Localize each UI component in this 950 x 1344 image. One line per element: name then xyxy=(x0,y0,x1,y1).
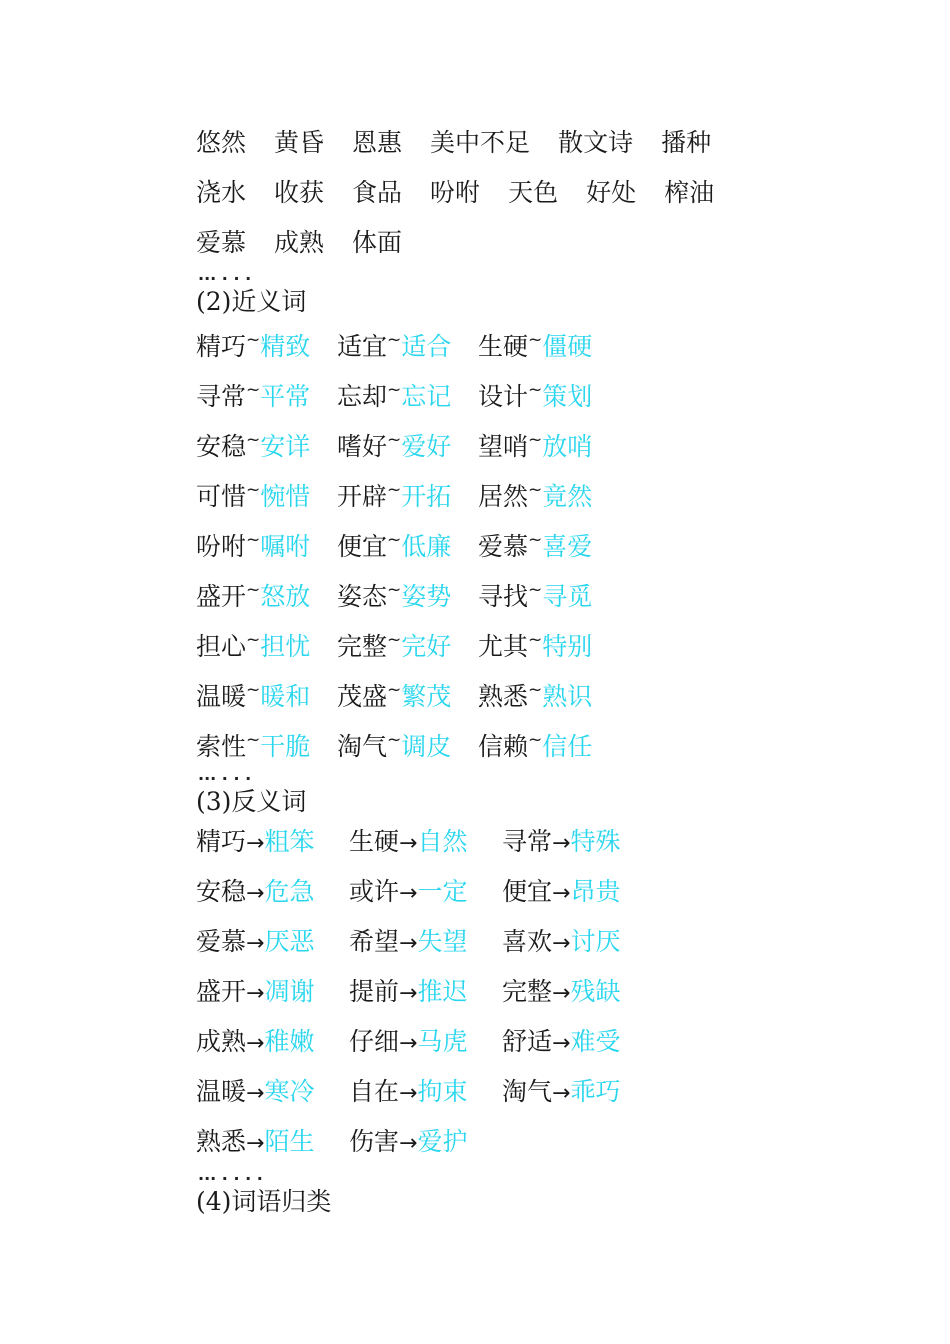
emphasis-dots: ... . . . xyxy=(198,765,252,784)
base-word: 精巧 xyxy=(196,827,247,856)
vocab-word: 天色 xyxy=(508,178,559,207)
answer-word: 开拓 xyxy=(401,481,452,511)
pair-separator: → xyxy=(399,981,418,1006)
pair-separator: → xyxy=(246,881,265,906)
base-word: 信赖 xyxy=(478,731,529,761)
pair-separator: ~ xyxy=(246,329,261,350)
answer-word: 寻觅 xyxy=(542,581,593,611)
pair-separator: → xyxy=(246,1031,265,1056)
antonym-pair xyxy=(349,867,502,919)
antonym-pair xyxy=(196,1017,349,1069)
pair-separator: ~ xyxy=(246,579,261,600)
intro-word-list xyxy=(196,118,876,268)
classification-heading xyxy=(196,1165,876,1218)
pair-separator: ~ xyxy=(387,479,402,500)
answer-word: 讨厌 xyxy=(570,927,621,956)
synonym-pair xyxy=(196,615,337,672)
answer-word: 寒冷 xyxy=(264,1077,315,1106)
synonym-pair xyxy=(196,365,337,422)
answer-word: 自然 xyxy=(417,827,468,856)
vocab-word: 成熟 xyxy=(274,228,325,257)
base-word: 完整 xyxy=(502,977,553,1006)
synonyms-row xyxy=(196,618,876,668)
synonym-pair xyxy=(478,415,619,472)
word-row xyxy=(196,118,876,168)
pair-separator: → xyxy=(552,1031,571,1056)
base-word: 爱慕 xyxy=(196,927,247,956)
antonyms-row xyxy=(196,968,876,1018)
synonym-pair xyxy=(478,565,619,622)
pair-separator: → xyxy=(246,931,265,956)
vocab-word: 爱慕 xyxy=(196,228,247,257)
antonym-pair xyxy=(502,917,655,969)
antonym-pair xyxy=(196,917,349,969)
pair-separator: → xyxy=(552,981,571,1006)
answer-word: 厌恶 xyxy=(264,927,315,956)
base-word: 索性 xyxy=(196,731,247,761)
antonyms-row xyxy=(196,918,876,968)
pair-separator: ~ xyxy=(387,429,402,450)
antonym-pair xyxy=(349,1067,502,1119)
synonyms-row xyxy=(196,668,876,718)
answer-word: 熟识 xyxy=(542,681,593,711)
word-row xyxy=(196,218,876,268)
vocab-word: 悠然 xyxy=(196,128,247,157)
base-word: 安稳 xyxy=(196,877,247,906)
synonyms-row xyxy=(196,468,876,518)
answer-word: 乖巧 xyxy=(570,1077,621,1106)
antonym-pair xyxy=(196,1067,349,1119)
base-word: 伤害 xyxy=(349,1127,400,1156)
antonyms-heading xyxy=(196,765,876,818)
synonym-pair xyxy=(478,315,619,372)
base-word: 姿态 xyxy=(337,581,388,611)
vocab-word: 播种 xyxy=(661,128,712,157)
pair-separator: → xyxy=(552,831,571,856)
pair-separator: ~ xyxy=(246,479,261,500)
vocab-word: 体面 xyxy=(352,228,403,257)
pair-separator: → xyxy=(246,981,265,1006)
base-word: 淘气 xyxy=(337,731,388,761)
base-word: 生硬 xyxy=(349,827,400,856)
antonym-pair xyxy=(349,917,502,969)
synonym-pair xyxy=(337,665,478,722)
pair-separator: ~ xyxy=(528,329,543,350)
base-word: 开辟 xyxy=(337,481,388,511)
pair-separator: ~ xyxy=(387,379,402,400)
synonyms-row xyxy=(196,718,876,768)
pair-separator: → xyxy=(399,1081,418,1106)
synonym-pair xyxy=(478,665,619,722)
answer-word: 姿势 xyxy=(401,581,452,611)
answer-word: 陌生 xyxy=(264,1127,315,1156)
pair-separator: → xyxy=(399,881,418,906)
answer-word: 推迟 xyxy=(417,977,468,1006)
word-row xyxy=(196,168,876,218)
synonym-pair xyxy=(337,465,478,522)
base-word: 喜欢 xyxy=(502,927,553,956)
answer-word: 信任 xyxy=(542,731,593,761)
vocab-word: 吩咐 xyxy=(430,178,481,207)
base-word: 熟悉 xyxy=(478,681,529,711)
synonym-pair xyxy=(337,315,478,372)
base-word: 安稳 xyxy=(196,431,247,461)
answer-word: 怒放 xyxy=(260,581,311,611)
synonym-pair xyxy=(196,565,337,622)
synonym-pair xyxy=(196,665,337,722)
vocab-word: 食品 xyxy=(352,178,403,207)
vocab-word: 黄昏 xyxy=(274,128,325,157)
base-word: 忘却 xyxy=(337,381,388,411)
synonyms-row xyxy=(196,418,876,468)
answer-word: 策划 xyxy=(542,381,593,411)
base-word: 寻找 xyxy=(478,581,529,611)
answer-word: 拘束 xyxy=(417,1077,468,1106)
base-word: 自在 xyxy=(349,1077,400,1106)
pair-separator: → xyxy=(246,831,265,856)
pair-separator: ~ xyxy=(528,429,543,450)
base-word: 便宜 xyxy=(502,877,553,906)
answer-word: 失望 xyxy=(417,927,468,956)
vocab-word: 美中不足 xyxy=(430,128,531,157)
synonym-pair xyxy=(478,515,619,572)
antonym-pair xyxy=(196,817,349,869)
pair-separator: ~ xyxy=(246,729,261,750)
pair-separator: ~ xyxy=(528,729,543,750)
synonym-pair xyxy=(478,365,619,422)
synonym-pair xyxy=(337,615,478,672)
base-word: 寻常 xyxy=(196,381,247,411)
pair-separator: → xyxy=(399,1031,418,1056)
base-word: 或许 xyxy=(349,877,400,906)
antonyms-list xyxy=(196,818,876,1168)
pair-separator: ~ xyxy=(528,629,543,650)
pair-separator: ~ xyxy=(528,379,543,400)
pair-separator: ~ xyxy=(387,729,402,750)
synonyms-title: (2)近义词 xyxy=(196,287,307,316)
antonym-pair xyxy=(349,817,502,869)
pair-separator: ~ xyxy=(528,529,543,550)
answer-word: 精致 xyxy=(260,331,311,361)
pair-separator: ~ xyxy=(246,679,261,700)
vocab-word: 榨油 xyxy=(664,178,715,207)
antonyms-row xyxy=(196,868,876,918)
answer-word: 喜爱 xyxy=(542,531,593,561)
answer-word: 僵硬 xyxy=(542,331,593,361)
base-word: 爱慕 xyxy=(478,531,529,561)
synonyms-heading xyxy=(196,265,876,318)
pair-separator: ~ xyxy=(387,629,402,650)
synonym-pair xyxy=(196,415,337,472)
vocab-word: 好处 xyxy=(586,178,637,207)
pair-separator: ~ xyxy=(387,529,402,550)
antonym-pair xyxy=(349,967,502,1019)
vocab-word: 散文诗 xyxy=(558,128,634,157)
synonyms-row xyxy=(196,318,876,368)
synonyms-row xyxy=(196,368,876,418)
answer-word: 调皮 xyxy=(401,731,452,761)
synonym-pair xyxy=(337,365,478,422)
synonym-pair xyxy=(337,715,478,772)
antonym-pair xyxy=(502,1067,655,1119)
pair-separator: ~ xyxy=(246,379,261,400)
answer-word: 危急 xyxy=(264,877,315,906)
pair-separator: ~ xyxy=(246,429,261,450)
synonym-pair xyxy=(196,315,337,372)
answer-word: 嘱咐 xyxy=(260,531,311,561)
base-word: 可惜 xyxy=(196,481,247,511)
answer-word: 竟然 xyxy=(542,481,593,511)
answer-word: 干脆 xyxy=(260,731,311,761)
emphasis-dots: ... . . . xyxy=(198,265,252,284)
answer-word: 特别 xyxy=(542,631,593,661)
base-word: 望哨 xyxy=(478,431,529,461)
answer-word: 繁茂 xyxy=(401,681,452,711)
pair-separator: ~ xyxy=(528,479,543,500)
base-word: 担心 xyxy=(196,631,247,661)
pair-separator: ~ xyxy=(387,679,402,700)
answer-word: 适合 xyxy=(401,331,452,361)
base-word: 生硬 xyxy=(478,331,529,361)
pair-separator: → xyxy=(399,931,418,956)
answer-word: 残缺 xyxy=(570,977,621,1006)
pair-separator: ~ xyxy=(246,629,261,650)
answer-word: 放哨 xyxy=(542,431,593,461)
answer-word: 爱好 xyxy=(401,431,452,461)
synonyms-row xyxy=(196,568,876,618)
base-word: 适宜 xyxy=(337,331,388,361)
antonyms-title: (3)反义词 xyxy=(196,787,307,816)
antonym-pair xyxy=(349,1017,502,1069)
vocab-word: 恩惠 xyxy=(352,128,403,157)
pair-separator: ~ xyxy=(246,529,261,550)
synonym-pair xyxy=(196,715,337,772)
pair-separator: → xyxy=(552,881,571,906)
answer-word: 惋惜 xyxy=(260,481,311,511)
synonym-pair xyxy=(478,465,619,522)
base-word: 精巧 xyxy=(196,331,247,361)
base-word: 茂盛 xyxy=(337,681,388,711)
document-page xyxy=(196,118,876,1218)
answer-word: 昂贵 xyxy=(570,877,621,906)
synonyms-row xyxy=(196,518,876,568)
pair-separator: → xyxy=(399,831,418,856)
base-word: 淘气 xyxy=(502,1077,553,1106)
synonym-pair xyxy=(337,415,478,472)
base-word: 舒适 xyxy=(502,1027,553,1056)
emphasis-dots: ... . . . . xyxy=(198,1165,263,1184)
answer-word: 难受 xyxy=(570,1027,621,1056)
base-word: 温暖 xyxy=(196,1077,247,1106)
answer-word: 一定 xyxy=(417,877,468,906)
pair-separator: ~ xyxy=(528,679,543,700)
answer-word: 凋谢 xyxy=(264,977,315,1006)
synonym-pair xyxy=(337,565,478,622)
pair-separator: ~ xyxy=(387,579,402,600)
pair-separator: → xyxy=(552,931,571,956)
answer-word: 平常 xyxy=(260,381,311,411)
answer-word: 安详 xyxy=(260,431,311,461)
pair-separator: → xyxy=(246,1131,265,1156)
antonym-pair xyxy=(349,1117,502,1169)
pair-separator: → xyxy=(399,1131,418,1156)
synonym-pair xyxy=(196,465,337,522)
base-word: 提前 xyxy=(349,977,400,1006)
vocab-word: 收获 xyxy=(274,178,325,207)
base-word: 尤其 xyxy=(478,631,529,661)
answer-word: 特殊 xyxy=(570,827,621,856)
pair-separator: → xyxy=(246,1081,265,1106)
answer-word: 低廉 xyxy=(401,531,452,561)
base-word: 希望 xyxy=(349,927,400,956)
base-word: 盛开 xyxy=(196,581,247,611)
synonym-pair xyxy=(337,515,478,572)
base-word: 嗜好 xyxy=(337,431,388,461)
pair-separator: ~ xyxy=(387,329,402,350)
base-word: 盛开 xyxy=(196,977,247,1006)
base-word: 设计 xyxy=(478,381,529,411)
antonyms-row xyxy=(196,1068,876,1118)
base-word: 寻常 xyxy=(502,827,553,856)
antonyms-row xyxy=(196,1018,876,1068)
antonym-pair xyxy=(502,967,655,1019)
classification-title: (4)词语归类 xyxy=(196,1187,332,1216)
pair-separator: ~ xyxy=(528,579,543,600)
antonym-pair xyxy=(196,1117,349,1169)
antonym-pair xyxy=(196,967,349,1019)
answer-word: 爱护 xyxy=(417,1127,468,1156)
base-word: 温暖 xyxy=(196,681,247,711)
answer-word: 稚嫩 xyxy=(264,1027,315,1056)
vocab-word: 浇水 xyxy=(196,178,247,207)
synonym-pair xyxy=(478,615,619,672)
answer-word: 马虎 xyxy=(417,1027,468,1056)
answer-word: 担忧 xyxy=(260,631,311,661)
antonym-pair xyxy=(502,1017,655,1069)
base-word: 吩咐 xyxy=(196,531,247,561)
answer-word: 暖和 xyxy=(260,681,311,711)
base-word: 完整 xyxy=(337,631,388,661)
answer-word: 粗笨 xyxy=(264,827,315,856)
answer-word: 忘记 xyxy=(401,381,452,411)
synonym-pair xyxy=(478,715,619,772)
antonym-pair xyxy=(502,867,655,919)
antonym-pair xyxy=(196,867,349,919)
base-word: 成熟 xyxy=(196,1027,247,1056)
base-word: 仔细 xyxy=(349,1027,400,1056)
pair-separator: → xyxy=(552,1081,571,1106)
answer-word: 完好 xyxy=(401,631,452,661)
synonyms-list xyxy=(196,318,876,768)
synonym-pair xyxy=(196,515,337,572)
base-word: 熟悉 xyxy=(196,1127,247,1156)
base-word: 便宜 xyxy=(337,531,388,561)
antonyms-row xyxy=(196,1118,876,1168)
base-word: 居然 xyxy=(478,481,529,511)
antonym-pair xyxy=(502,817,655,869)
antonyms-row xyxy=(196,818,876,868)
